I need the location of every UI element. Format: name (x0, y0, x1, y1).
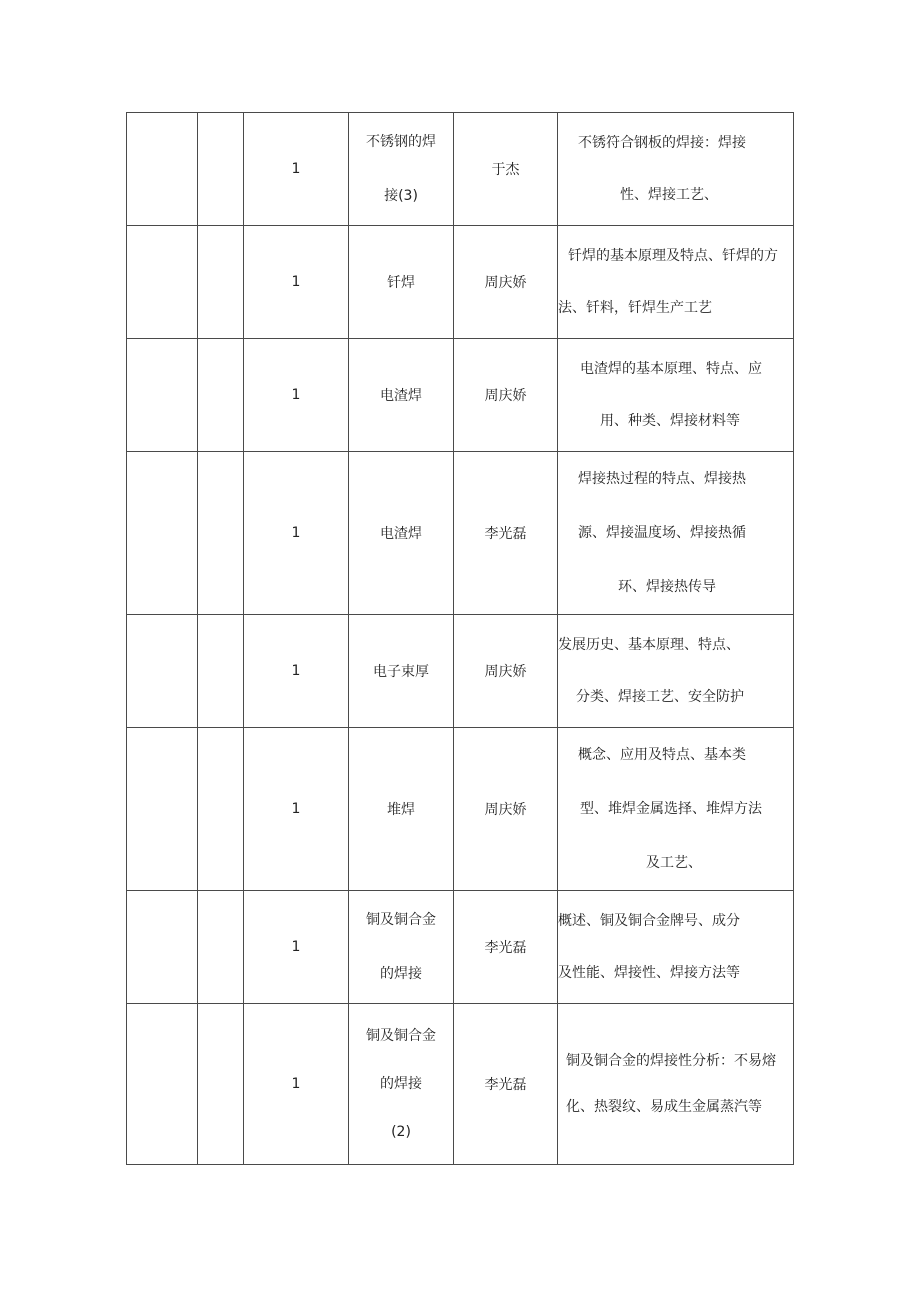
table-row (127, 891, 794, 1004)
blank-cell (198, 891, 244, 1004)
topic-cell (349, 615, 454, 728)
content-cell (558, 339, 794, 452)
blank-cell (198, 226, 244, 339)
teacher-cell: 周庆娇 (454, 615, 558, 728)
content-line: 型、堆焊金属选择、堆焊方法 (580, 801, 762, 817)
course-schedule-table (126, 112, 794, 1165)
topic-cell (349, 891, 454, 1004)
content-cell (558, 728, 794, 891)
topic-cell (349, 226, 454, 339)
topic-line: 接(3) (384, 188, 418, 204)
teacher-cell: 于杰 (454, 113, 558, 226)
content-line: 及性能、焊接性、焊接方法等 (558, 965, 740, 981)
topic-line: 电渣焊 (380, 526, 422, 542)
topic-cell (349, 1004, 454, 1165)
topic-cell (349, 452, 454, 615)
topic-line: 堆焊 (387, 802, 415, 818)
content-cell (558, 1004, 794, 1165)
table-row (127, 728, 794, 891)
hours-cell: 1 (244, 226, 349, 339)
blank-cell (198, 615, 244, 728)
table-row (127, 339, 794, 452)
content-line: 焊接热过程的特点、焊接热 (578, 471, 746, 487)
content-line: 不锈符合钢板的焊接：焊接 (578, 135, 746, 151)
hours-cell: 1 (244, 339, 349, 452)
hours-cell: 1 (244, 891, 349, 1004)
topic-line: 不锈钢的焊 (366, 134, 436, 150)
content-cell (558, 113, 794, 226)
blank-cell (127, 452, 198, 615)
topic-cell (349, 113, 454, 226)
content-line: 及工艺、 (646, 855, 702, 871)
hours-cell: 1 (244, 1004, 349, 1165)
content-cell (558, 615, 794, 728)
hours-cell: 1 (244, 113, 349, 226)
teacher-cell: 李光磊 (454, 452, 558, 615)
topic-line: 的焊接 (380, 1076, 422, 1092)
table-row (127, 113, 794, 226)
content-line: 用、种类、焊接材料等 (600, 413, 740, 429)
blank-cell (127, 891, 198, 1004)
blank-cell (198, 452, 244, 615)
teacher-cell: 周庆娇 (454, 728, 558, 891)
content-cell (558, 452, 794, 615)
content-line: 环、焊接热传导 (618, 579, 716, 595)
topic-line: (2) (391, 1124, 411, 1140)
hours-cell: 1 (244, 728, 349, 891)
teacher-cell: 周庆娇 (454, 226, 558, 339)
teacher-cell: 周庆娇 (454, 339, 558, 452)
table-row (127, 226, 794, 339)
table-row (127, 615, 794, 728)
content-line: 概述、铜及铜合金牌号、成分 (558, 913, 740, 929)
blank-cell (127, 728, 198, 891)
blank-cell (127, 226, 198, 339)
blank-cell (198, 1004, 244, 1165)
hours-cell: 1 (244, 615, 349, 728)
topic-line: 电渣焊 (380, 388, 422, 404)
content-line: 电渣焊的基本原理、特点、应 (580, 361, 762, 377)
topic-line: 铜及铜合金 (366, 912, 436, 928)
table-row (127, 1004, 794, 1165)
topic-line: 钎焊 (387, 275, 415, 291)
content-line: 源、焊接温度场、焊接热循 (578, 525, 746, 541)
content-line: 化、热裂纹、易成生金属蒸汽等 (566, 1099, 762, 1115)
topic-line: 铜及铜合金 (366, 1028, 436, 1044)
blank-cell (198, 113, 244, 226)
content-cell (558, 891, 794, 1004)
content-line: 铜及铜合金的焊接性分析：不易熔 (566, 1053, 776, 1069)
content-line: 法、钎料，钎焊生产工艺 (558, 300, 712, 316)
blank-cell (127, 339, 198, 452)
topic-line: 电子束厚 (373, 664, 429, 680)
topic-cell (349, 339, 454, 452)
topic-line: 的焊接 (380, 966, 422, 982)
blank-cell (127, 615, 198, 728)
teacher-cell: 李光磊 (454, 1004, 558, 1165)
blank-cell (198, 339, 244, 452)
topic-cell (349, 728, 454, 891)
blank-cell (127, 1004, 198, 1165)
content-line: 性、焊接工艺、 (620, 187, 718, 203)
hours-cell: 1 (244, 452, 349, 615)
blank-cell (198, 728, 244, 891)
content-line: 钎焊的基本原理及特点、钎焊的方 (568, 248, 778, 264)
table-row (127, 452, 794, 615)
content-line: 分类、焊接工艺、安全防护 (576, 689, 744, 705)
content-line: 概念、应用及特点、基本类 (578, 747, 746, 763)
content-line: 发展历史、基本原理、特点、 (558, 637, 740, 653)
teacher-cell: 李光磊 (454, 891, 558, 1004)
content-cell (558, 226, 794, 339)
blank-cell (127, 113, 198, 226)
